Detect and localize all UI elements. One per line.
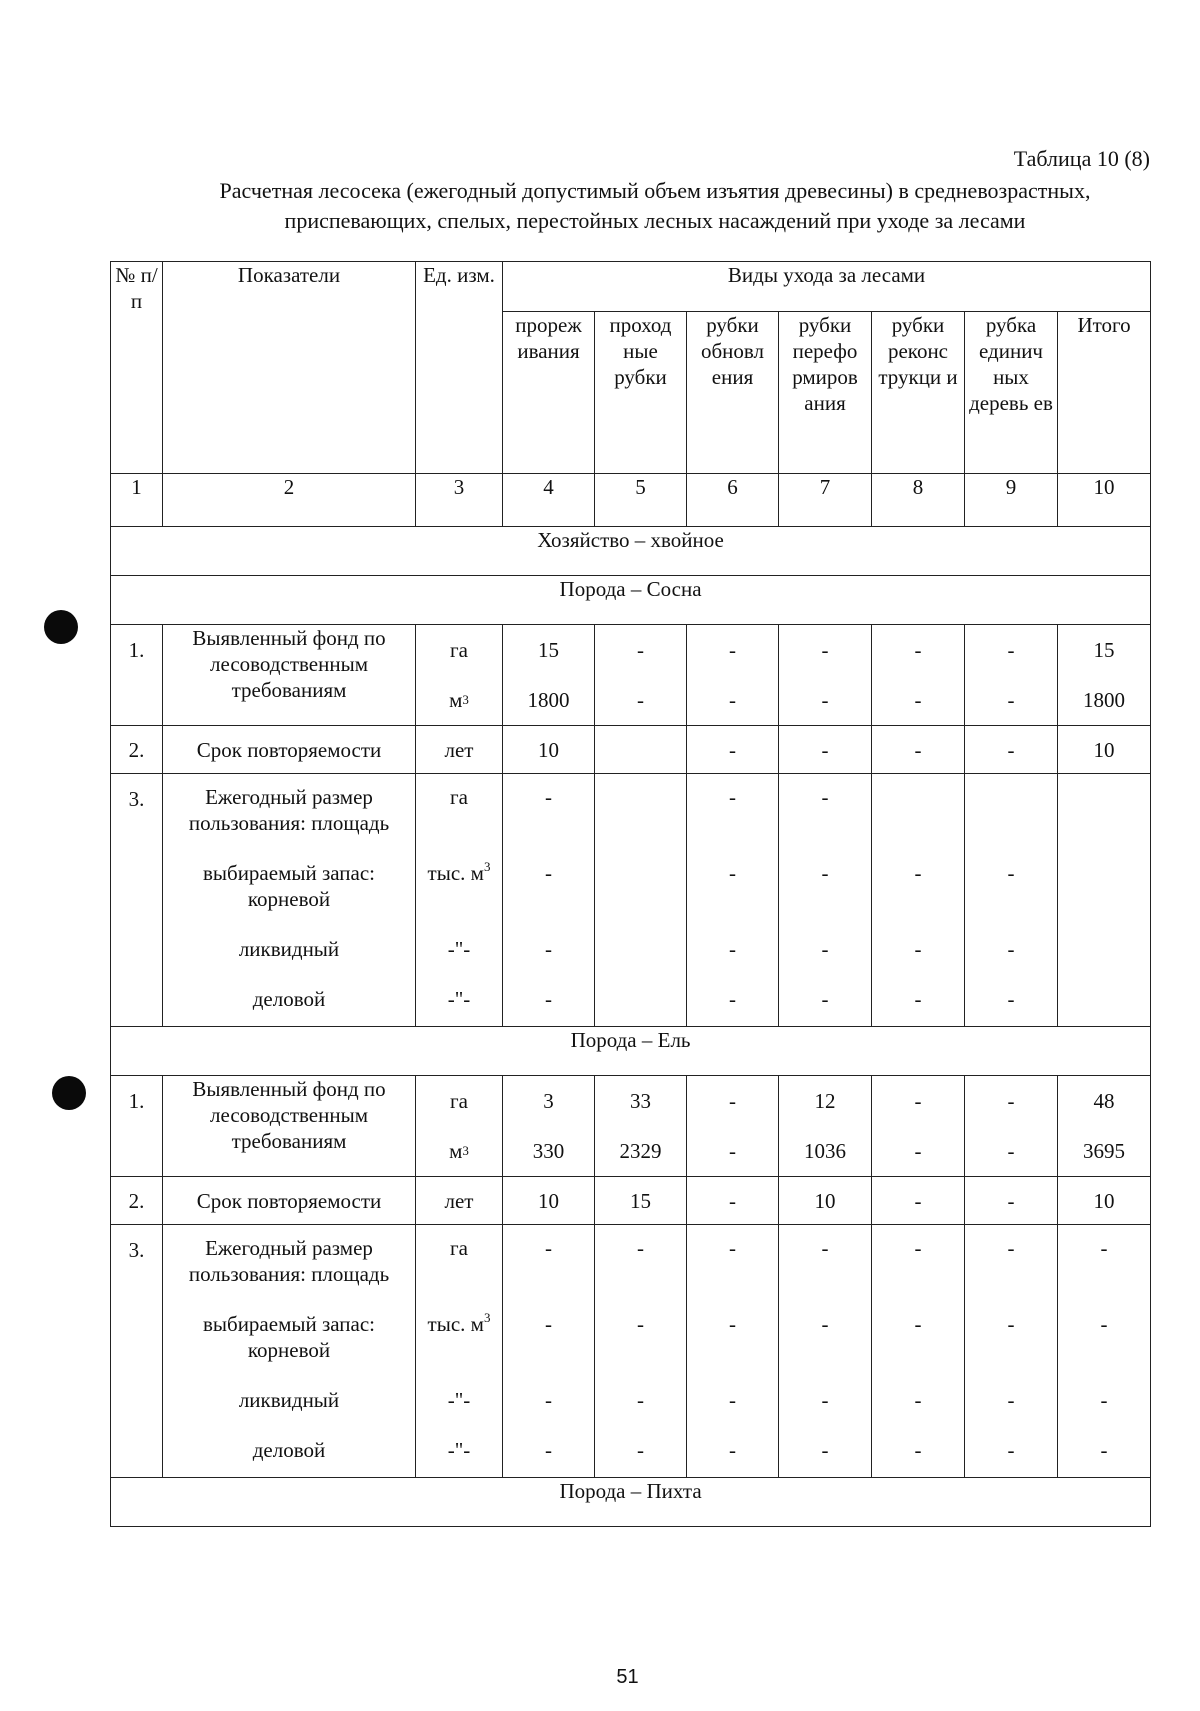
value-m3: - bbox=[914, 688, 922, 712]
row-number: 1. bbox=[111, 1076, 163, 1177]
sub-unit bbox=[416, 1377, 502, 1427]
value-cell bbox=[872, 774, 965, 1027]
sub-value: - bbox=[545, 987, 552, 1011]
sub-value: - bbox=[914, 937, 922, 961]
value-m3: - bbox=[821, 688, 829, 712]
row-number: 2. bbox=[111, 1177, 163, 1225]
sub-value: - bbox=[1007, 987, 1015, 1011]
value-cell bbox=[779, 1225, 872, 1478]
sub-value: - bbox=[914, 1388, 922, 1412]
table-row bbox=[111, 1076, 1151, 1177]
sub-value: - bbox=[545, 937, 552, 961]
value-cell bbox=[595, 774, 687, 1027]
value-cell: - bbox=[872, 1177, 965, 1225]
value-m3: - bbox=[637, 688, 644, 712]
breed-row: Порода – Сосна bbox=[111, 576, 1151, 625]
unit-ha-wrap bbox=[416, 1076, 502, 1126]
value-cell bbox=[503, 625, 595, 726]
value-ha: - bbox=[1007, 638, 1015, 662]
unit-text: -"- bbox=[447, 987, 471, 1011]
sub-value: - bbox=[821, 987, 829, 1011]
value-cell: - bbox=[965, 726, 1058, 774]
value-cell bbox=[872, 625, 965, 726]
sub-value bbox=[1058, 926, 1150, 976]
row-label-cell bbox=[163, 1225, 416, 1478]
value-ha: 48 bbox=[1093, 1089, 1115, 1113]
header-care-types: Виды ухода за лесами bbox=[503, 262, 1151, 312]
sub-value: - bbox=[914, 987, 922, 1011]
value-cell: - bbox=[687, 1177, 779, 1225]
row-number: 3. bbox=[111, 1225, 163, 1478]
row-number: 1. bbox=[111, 625, 163, 726]
row-label: Выявленный фонд по лесоводственным требованиям bbox=[163, 1076, 416, 1177]
sub-value: - bbox=[821, 1388, 829, 1412]
unit-text: м bbox=[449, 688, 463, 712]
unit-text: га bbox=[450, 638, 468, 662]
sub-value: - bbox=[1007, 937, 1015, 961]
value-m3: 1800 bbox=[527, 688, 570, 712]
value-cell bbox=[503, 1225, 595, 1478]
sub-value: - bbox=[914, 1312, 922, 1336]
sub-value: - bbox=[1007, 1388, 1015, 1412]
unit-superscript: 3 bbox=[462, 1143, 469, 1158]
value-ha: - bbox=[637, 638, 644, 662]
column-number: 10 bbox=[1058, 474, 1151, 527]
row-label-cell bbox=[163, 774, 416, 1027]
unit-superscript: 3 bbox=[483, 859, 491, 874]
sub-value: - bbox=[914, 1236, 922, 1260]
sub-value: - bbox=[545, 1236, 552, 1260]
sub-label: выбираемый запас: корневой bbox=[202, 861, 376, 911]
column-number: 7 bbox=[779, 474, 872, 527]
sub-value: - bbox=[1100, 1312, 1108, 1336]
value-cell bbox=[687, 1225, 779, 1478]
sub-value: - bbox=[729, 861, 736, 885]
unit-text: -"- bbox=[447, 1388, 471, 1412]
unit-cell bbox=[416, 1076, 503, 1177]
table-row bbox=[111, 774, 1151, 1027]
value-cell: - bbox=[687, 726, 779, 774]
header-passage-cutting: проход ные рубки bbox=[595, 312, 687, 474]
unit-cell: лет bbox=[416, 1177, 503, 1225]
value-cell: 10 bbox=[779, 1177, 872, 1225]
sub-value: - bbox=[637, 1388, 644, 1412]
unit-superscript: 3 bbox=[462, 692, 469, 707]
value-cell bbox=[1058, 1076, 1151, 1177]
value-ha: 15 bbox=[1093, 638, 1115, 662]
unit-ha-wrap bbox=[416, 625, 502, 675]
sub-value: - bbox=[545, 1438, 552, 1462]
table-row bbox=[111, 726, 1151, 774]
unit-text: -"- bbox=[447, 937, 471, 961]
sub-value bbox=[1058, 774, 1150, 850]
sub-label: выбираемый запас: корневой bbox=[202, 1312, 376, 1362]
sub-value: - bbox=[1007, 1312, 1015, 1336]
unit-text: м bbox=[449, 1139, 463, 1163]
value-cell bbox=[595, 625, 687, 726]
column-number: 9 bbox=[965, 474, 1058, 527]
sub-value: - bbox=[729, 1388, 736, 1412]
column-number: 6 bbox=[687, 474, 779, 527]
sub-value: - bbox=[1100, 1388, 1108, 1412]
value-m3: 330 bbox=[532, 1139, 565, 1163]
value-ha: 15 bbox=[538, 638, 559, 662]
value-ha: - bbox=[914, 638, 922, 662]
header-single-tree-cutting: рубка единич ных деревь ев bbox=[965, 312, 1058, 474]
value-m3: - bbox=[914, 1139, 922, 1163]
sub-value: - bbox=[1100, 1236, 1108, 1260]
allowable-cut-table bbox=[110, 261, 1151, 1527]
unit-text: тыс. м bbox=[427, 1312, 484, 1336]
breed-row: Порода – Пихта bbox=[111, 1478, 1151, 1527]
value-cell bbox=[503, 1076, 595, 1177]
value-cell bbox=[1058, 1225, 1151, 1478]
sub-label: Ежегодный размер пользования: площадь bbox=[188, 1236, 390, 1286]
sub-unit bbox=[416, 1225, 502, 1301]
sub-value: - bbox=[821, 1312, 829, 1336]
row-label: Выявленный фонд по лесоводственным требованиям bbox=[163, 625, 416, 726]
sub-value bbox=[595, 976, 686, 1026]
row-number: 3. bbox=[111, 774, 163, 1027]
value-cell bbox=[1058, 774, 1151, 1027]
sub-value: - bbox=[637, 1312, 644, 1336]
sub-value bbox=[595, 774, 686, 850]
value-cell bbox=[687, 1076, 779, 1177]
sub-unit bbox=[416, 976, 502, 1026]
table-row bbox=[111, 1225, 1151, 1478]
breed-row: Порода – Ель bbox=[111, 1027, 1151, 1076]
value-cell bbox=[595, 1076, 687, 1177]
row-label: Срок повторяемости bbox=[163, 726, 416, 774]
value-cell bbox=[965, 1225, 1058, 1478]
sub-value: - bbox=[1007, 1438, 1015, 1462]
value-cell: - bbox=[779, 726, 872, 774]
sub-value: - bbox=[729, 1438, 736, 1462]
sub-value: - bbox=[821, 937, 829, 961]
header-renewal-cutting: рубки обновл ения bbox=[687, 312, 779, 474]
column-number: 8 bbox=[872, 474, 965, 527]
value-ha: 12 bbox=[814, 1089, 836, 1113]
sub-value: - bbox=[637, 1236, 644, 1260]
sub-value: - bbox=[914, 861, 922, 885]
unit-text: тыс. м bbox=[427, 861, 484, 885]
column-number: 4 bbox=[503, 474, 595, 527]
title-line-2: приспевающих, спелых, перестойных лесных насаждений при уходе за лесами bbox=[284, 208, 1026, 233]
unit-m3-wrap bbox=[416, 675, 502, 725]
value-cell bbox=[872, 1076, 965, 1177]
value-cell bbox=[779, 1076, 872, 1177]
value-cell bbox=[503, 774, 595, 1027]
title-line-1: Расчетная лесосека (ежегодный допустимый объем изъятия древесины) в средневозрастных, bbox=[219, 178, 1091, 203]
sub-value bbox=[595, 926, 686, 976]
value-cell bbox=[687, 625, 779, 726]
sub-value: - bbox=[821, 1236, 829, 1260]
value-cell bbox=[965, 774, 1058, 1027]
column-number: 2 bbox=[163, 474, 416, 527]
value-cell bbox=[779, 625, 872, 726]
punch-hole bbox=[52, 1076, 86, 1110]
unit-cell bbox=[416, 774, 503, 1027]
sub-value bbox=[872, 774, 964, 850]
value-cell: - bbox=[965, 1177, 1058, 1225]
value-m3: - bbox=[1007, 688, 1015, 712]
value-cell: 10 bbox=[1058, 726, 1151, 774]
value-cell: 10 bbox=[503, 1177, 595, 1225]
value-m3: 3695 bbox=[1083, 1139, 1126, 1163]
sub-value: - bbox=[1007, 1236, 1015, 1260]
value-m3: - bbox=[729, 688, 736, 712]
sub-value: - bbox=[545, 861, 552, 885]
unit-superscript: 3 bbox=[483, 1310, 491, 1325]
sub-label: деловой bbox=[252, 1438, 326, 1462]
value-ha: - bbox=[821, 638, 829, 662]
value-m3: - bbox=[1007, 1139, 1015, 1163]
row-label: Срок повторяемости bbox=[163, 1177, 416, 1225]
value-m3: - bbox=[729, 1139, 736, 1163]
sub-value: - bbox=[729, 1312, 736, 1336]
column-number: 3 bbox=[416, 474, 503, 527]
table-number: Таблица 10 (8) bbox=[1013, 146, 1150, 171]
sub-unit bbox=[416, 1301, 502, 1377]
header-total: Итого bbox=[1058, 312, 1151, 474]
value-ha: - bbox=[1007, 1089, 1015, 1113]
column-number: 5 bbox=[595, 474, 687, 527]
value-ha: - bbox=[729, 1089, 736, 1113]
sub-value: - bbox=[821, 785, 829, 809]
sub-value: - bbox=[729, 1236, 736, 1260]
sub-value: - bbox=[914, 1438, 922, 1462]
value-cell bbox=[1058, 625, 1151, 726]
value-m3: 1800 bbox=[1083, 688, 1126, 712]
value-cell: - bbox=[872, 726, 965, 774]
unit-cell: лет bbox=[416, 726, 503, 774]
value-ha: 3 bbox=[543, 1089, 554, 1113]
sub-value: - bbox=[637, 1438, 644, 1462]
value-m3: 2329 bbox=[619, 1139, 662, 1163]
sub-label: деловой bbox=[252, 987, 326, 1011]
unit-text: -"- bbox=[447, 1438, 471, 1462]
row-number: 2. bbox=[111, 726, 163, 774]
unit-text: га bbox=[450, 785, 468, 809]
value-cell: 15 bbox=[595, 1177, 687, 1225]
table-body bbox=[111, 262, 1151, 1527]
unit-text: га bbox=[450, 1089, 468, 1113]
table-title bbox=[110, 176, 1200, 236]
value-cell bbox=[779, 774, 872, 1027]
sub-value: - bbox=[545, 785, 552, 809]
unit-cell bbox=[416, 625, 503, 726]
sub-unit bbox=[416, 850, 502, 926]
header-num: № п/п bbox=[111, 262, 163, 474]
punch-hole bbox=[44, 610, 78, 644]
value-cell bbox=[965, 625, 1058, 726]
unit-cell bbox=[416, 1225, 503, 1478]
sub-unit bbox=[416, 1427, 502, 1477]
sub-value bbox=[1058, 976, 1150, 1026]
sub-value: - bbox=[545, 1312, 552, 1336]
header-reformation-cutting: рубки перефо рмиров ания bbox=[779, 312, 872, 474]
value-cell bbox=[595, 1225, 687, 1478]
sub-value: - bbox=[729, 937, 736, 961]
sub-value: - bbox=[545, 1388, 552, 1412]
sub-value: - bbox=[729, 785, 736, 809]
value-cell bbox=[687, 774, 779, 1027]
header-reconstruction-cutting: рубки реконс трукци и bbox=[872, 312, 965, 474]
value-cell bbox=[872, 1225, 965, 1478]
value-cell: 10 bbox=[503, 726, 595, 774]
table-row bbox=[111, 625, 1151, 726]
sub-value: - bbox=[821, 1438, 829, 1462]
value-cell: 10 bbox=[1058, 1177, 1151, 1225]
sub-label: ликвидный bbox=[238, 1388, 340, 1412]
value-cell bbox=[595, 726, 687, 774]
header-unit: Ед. изм. bbox=[416, 262, 503, 474]
page-number: 51 bbox=[616, 1666, 639, 1688]
unit-text: га bbox=[450, 1236, 468, 1260]
column-number: 1 bbox=[111, 474, 163, 527]
sub-value: - bbox=[1100, 1438, 1108, 1462]
farm-row: Хозяйство – хвойное bbox=[111, 527, 1151, 576]
value-cell bbox=[965, 1076, 1058, 1177]
sub-value: - bbox=[729, 987, 736, 1011]
value-ha: - bbox=[914, 1089, 922, 1113]
sub-unit bbox=[416, 926, 502, 976]
sub-value: - bbox=[821, 861, 829, 885]
sub-value: - bbox=[1007, 861, 1015, 885]
value-m3: 1036 bbox=[804, 1139, 846, 1163]
header-thinning: прореж ивания bbox=[503, 312, 595, 474]
table-row bbox=[111, 1177, 1151, 1225]
sub-value bbox=[1058, 850, 1150, 926]
value-ha: 33 bbox=[630, 1089, 651, 1113]
sub-label: ликвидный bbox=[238, 937, 340, 961]
sub-value bbox=[595, 850, 686, 926]
unit-m3-wrap bbox=[416, 1126, 502, 1176]
header-indicators: Показатели bbox=[163, 262, 416, 474]
value-ha: - bbox=[729, 638, 736, 662]
sub-value bbox=[965, 774, 1057, 850]
sub-unit bbox=[416, 774, 502, 850]
sub-label: Ежегодный размер пользования: площадь bbox=[188, 785, 390, 835]
